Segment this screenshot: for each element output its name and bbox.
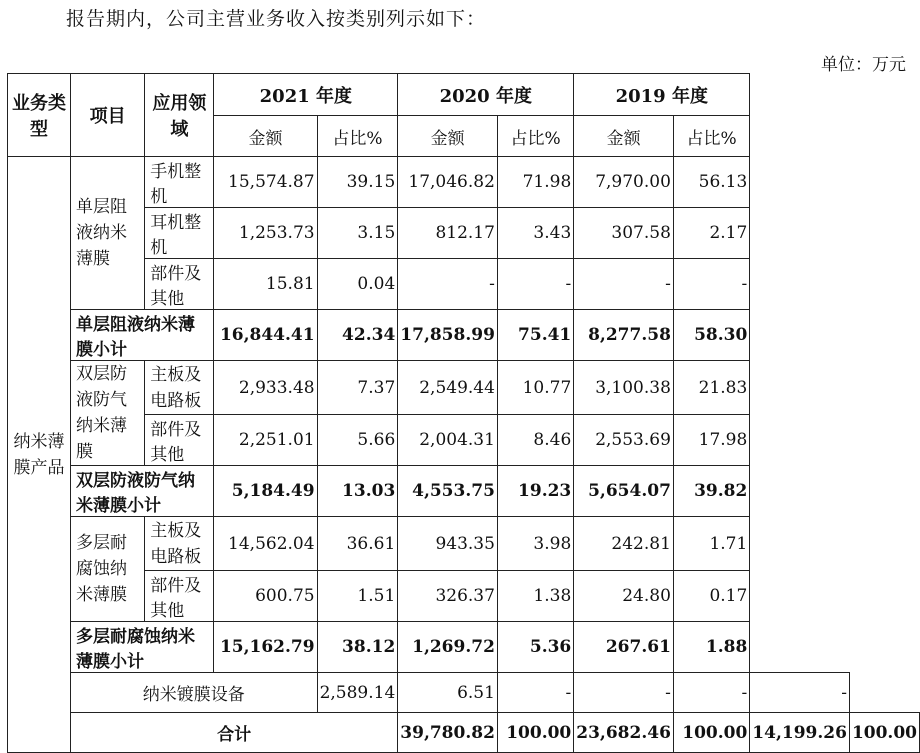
table-row bbox=[8, 571, 920, 622]
value-cell: 1.88 bbox=[673, 622, 749, 673]
revenue-table bbox=[7, 73, 920, 753]
value-cell: - bbox=[574, 673, 674, 713]
value-cell: 242.81 bbox=[574, 517, 674, 571]
group-name: 多层耐腐蚀纳米薄膜 bbox=[70, 517, 144, 622]
field-cell: 部件及其他 bbox=[145, 259, 214, 310]
header-row-years bbox=[8, 74, 920, 116]
value-cell: 267.61 bbox=[574, 622, 674, 673]
value-cell: 15.81 bbox=[214, 259, 317, 310]
group-name: 双层防液防气纳米薄膜 bbox=[70, 361, 144, 466]
subtotal-label: 多层耐腐蚀纳米薄膜小计 bbox=[70, 622, 213, 673]
value-cell: 5,654.07 bbox=[574, 466, 674, 517]
value-cell: 3,100.38 bbox=[574, 361, 674, 415]
header-ratio: 占比% bbox=[317, 116, 398, 157]
header-amount: 金额 bbox=[574, 116, 674, 157]
table-row bbox=[8, 361, 920, 415]
table-row bbox=[8, 208, 920, 259]
equipment-row bbox=[8, 673, 920, 713]
header-ratio: 占比% bbox=[497, 116, 573, 157]
value-cell: 58.30 bbox=[673, 310, 749, 361]
header-amount: 金额 bbox=[398, 116, 498, 157]
subtotal-label: 单层阻液纳米薄膜小计 bbox=[70, 310, 213, 361]
subtotal-label: 双层防液防气纳米薄膜小计 bbox=[70, 466, 213, 517]
value-cell: 13.03 bbox=[317, 466, 398, 517]
value-cell: 7.37 bbox=[317, 361, 398, 415]
field-cell: 主板及电路板 bbox=[145, 517, 214, 571]
value-cell: 326.37 bbox=[398, 571, 498, 622]
field-cell: 手机整机 bbox=[145, 157, 214, 208]
value-cell: 2,933.48 bbox=[214, 361, 317, 415]
value-cell: 3.98 bbox=[497, 517, 573, 571]
table-row bbox=[8, 259, 920, 310]
value-cell: 39.82 bbox=[673, 466, 749, 517]
value-cell: 24.80 bbox=[574, 571, 674, 622]
field-cell: 耳机整机 bbox=[145, 208, 214, 259]
field-cell: 部件及其他 bbox=[145, 415, 214, 466]
value-cell: 100.00 bbox=[849, 713, 919, 753]
value-cell: - bbox=[673, 259, 749, 310]
value-cell: 56.13 bbox=[673, 157, 749, 208]
value-cell: 0.17 bbox=[673, 571, 749, 622]
table-row bbox=[8, 517, 920, 571]
value-cell: 5,184.49 bbox=[214, 466, 317, 517]
value-cell: 2.17 bbox=[673, 208, 749, 259]
value-cell: 39.15 bbox=[317, 157, 398, 208]
table-row bbox=[8, 415, 920, 466]
value-cell: 36.61 bbox=[317, 517, 398, 571]
subtotal-row bbox=[8, 310, 920, 361]
value-cell: 3.43 bbox=[497, 208, 573, 259]
value-cell: 307.58 bbox=[574, 208, 674, 259]
value-cell: 8,277.58 bbox=[574, 310, 674, 361]
value-cell: 19.23 bbox=[497, 466, 573, 517]
value-cell: 100.00 bbox=[497, 713, 573, 753]
header-year-2019: 2019 年度 bbox=[574, 74, 750, 116]
field-cell: 主板及电路板 bbox=[145, 361, 214, 415]
value-cell: 7,970.00 bbox=[574, 157, 674, 208]
value-cell: 1.51 bbox=[317, 571, 398, 622]
value-cell: 14,562.04 bbox=[214, 517, 317, 571]
value-cell: 42.34 bbox=[317, 310, 398, 361]
equipment-label: 纳米镀膜设备 bbox=[70, 673, 317, 713]
unit-label: 单位：万元 bbox=[821, 55, 906, 75]
value-cell: 1.71 bbox=[673, 517, 749, 571]
group-name: 单层阻液纳米薄膜 bbox=[70, 157, 144, 310]
header-item: 项目 bbox=[70, 74, 144, 157]
value-cell: 16,844.41 bbox=[214, 310, 317, 361]
total-label: 合计 bbox=[70, 713, 397, 753]
subtotal-row bbox=[8, 622, 920, 673]
header-year-2020: 2020 年度 bbox=[398, 74, 574, 116]
value-cell: - bbox=[398, 259, 498, 310]
header-application-field: 应用领域 bbox=[145, 74, 214, 157]
value-cell: 8.46 bbox=[497, 415, 573, 466]
value-cell: 5.66 bbox=[317, 415, 398, 466]
header-year-2021: 2021 年度 bbox=[214, 74, 398, 116]
value-cell: 21.83 bbox=[673, 361, 749, 415]
value-cell: 2,251.01 bbox=[214, 415, 317, 466]
value-cell: - bbox=[750, 673, 850, 713]
value-cell: 2,589.14 bbox=[317, 673, 398, 713]
intro-text: 报告期内，公司主营业务收入按类别列示如下： bbox=[66, 8, 487, 30]
value-cell: 2,549.44 bbox=[398, 361, 498, 415]
value-cell: - bbox=[497, 673, 573, 713]
header-business-type: 业务类型 bbox=[8, 74, 71, 157]
field-cell: 部件及其他 bbox=[145, 571, 214, 622]
value-cell: 100.00 bbox=[673, 713, 749, 753]
value-cell: 17,046.82 bbox=[398, 157, 498, 208]
value-cell: 812.17 bbox=[398, 208, 498, 259]
value-cell: 0.04 bbox=[317, 259, 398, 310]
value-cell: 2,553.69 bbox=[574, 415, 674, 466]
value-cell: 1,269.72 bbox=[398, 622, 498, 673]
total-row bbox=[8, 713, 920, 753]
value-cell: 2,004.31 bbox=[398, 415, 498, 466]
value-cell: 17,858.99 bbox=[398, 310, 498, 361]
value-cell: - bbox=[497, 259, 573, 310]
value-cell: 38.12 bbox=[317, 622, 398, 673]
value-cell: 5.36 bbox=[497, 622, 573, 673]
value-cell: 943.35 bbox=[398, 517, 498, 571]
value-cell: 39,780.82 bbox=[398, 713, 498, 753]
value-cell: 3.15 bbox=[317, 208, 398, 259]
value-cell: 71.98 bbox=[497, 157, 573, 208]
subtotal-row bbox=[8, 466, 920, 517]
value-cell: 4,553.75 bbox=[398, 466, 498, 517]
value-cell: 10.77 bbox=[497, 361, 573, 415]
category-cell: 纳米薄膜产品 bbox=[8, 157, 71, 753]
value-cell: 1.38 bbox=[497, 571, 573, 622]
header-amount: 金额 bbox=[214, 116, 317, 157]
value-cell: 14,199.26 bbox=[750, 713, 850, 753]
value-cell: 17.98 bbox=[673, 415, 749, 466]
value-cell: 23,682.46 bbox=[574, 713, 674, 753]
value-cell: 75.41 bbox=[497, 310, 573, 361]
table-row bbox=[8, 157, 920, 208]
value-cell: 1,253.73 bbox=[214, 208, 317, 259]
header-ratio: 占比% bbox=[673, 116, 749, 157]
value-cell: 15,574.87 bbox=[214, 157, 317, 208]
value-cell: - bbox=[574, 259, 674, 310]
value-cell: - bbox=[673, 673, 749, 713]
value-cell: 15,162.79 bbox=[214, 622, 317, 673]
value-cell: 6.51 bbox=[398, 673, 498, 713]
value-cell: 600.75 bbox=[214, 571, 317, 622]
